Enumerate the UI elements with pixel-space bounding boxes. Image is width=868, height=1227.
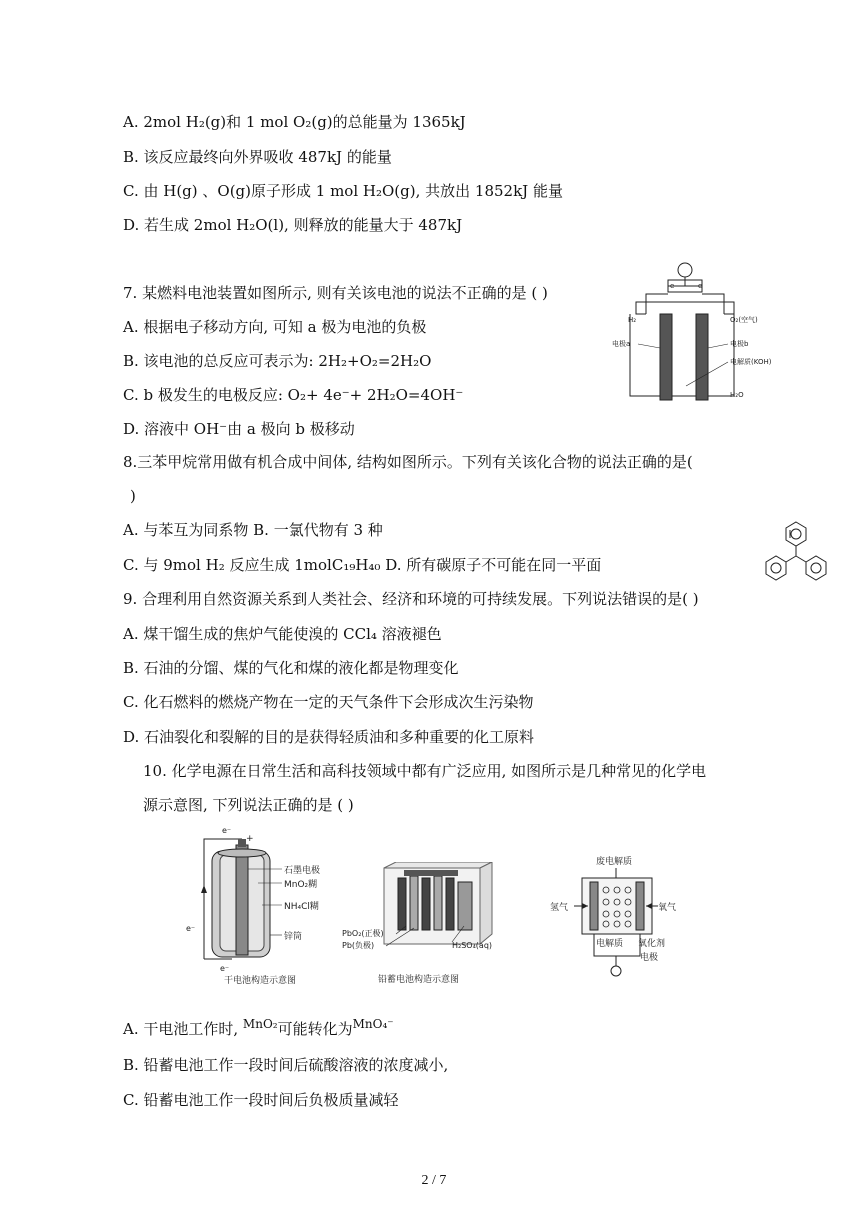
- q10-stem-line1: 10. 化学电源在日常生活和高科技领域中都有广泛应用, 如图所示是几种常见的化学电: [143, 762, 707, 780]
- h2-o2-fuel-cell-figure: [540, 852, 700, 984]
- dry-plus: +: [246, 834, 254, 844]
- fuel-cell-figure: [608, 256, 778, 406]
- h2-label: H₂: [628, 316, 637, 324]
- pbo2-label: PbO₂(正极): [342, 929, 384, 938]
- mno2-formula: MnO₂: [242, 1017, 278, 1031]
- q10-option-a: [123, 1019, 394, 1040]
- q9-option-a: A. 煤干馏生成的焦炉气能使溴的 CCl₄ 溶液褪色: [123, 625, 442, 643]
- q9-option-c: C. 化石燃料的燃烧产物在一定的天气条件下会形成次生污染物: [123, 693, 534, 711]
- q10-option-a-mid: 可能转化为: [277, 1020, 353, 1038]
- h2o-label: H₂O: [730, 391, 744, 399]
- o2-label: O₂(空气): [730, 316, 758, 324]
- waste-electrolyte-label: 废电解质: [596, 857, 633, 867]
- q6-option-b: B. 该反应最终向外界吸收 487kJ 的能量: [123, 148, 392, 166]
- electrode-a-label: 电极a: [612, 340, 631, 348]
- graphite-label: 石墨电极: [284, 866, 321, 876]
- page-number: 2 / 7: [421, 1173, 447, 1188]
- q10-option-b: B. 铅蓄电池工作一段时间后硫酸溶液的浓度减小,: [123, 1056, 449, 1074]
- electron-label-left: e: [670, 282, 675, 290]
- fuel-bulb-icon: [611, 966, 621, 976]
- fuel-electrolyte-label: 电解质: [596, 939, 624, 949]
- dry-caption: 干电池构造示意图: [224, 976, 297, 986]
- h2so4-label: H₂SO₄(aq): [452, 941, 493, 950]
- triphenylmethane-structure: [756, 518, 836, 590]
- dry-e-bottom: e⁻: [220, 964, 230, 973]
- q6-option-c: C. 由 H(g) 、O(g)原子形成 1 mol H₂O(g), 共放出 1852kJ 能量: [123, 182, 563, 200]
- q7-option-c: C. b 极发生的电极反应: O₂+ 4e⁻+ 2H₂O=4OH⁻: [123, 386, 464, 404]
- q9-stem: 9. 合理利用自然资源关系到人类社会、经济和环境的可持续发展。下列说法错误的是( ): [123, 590, 699, 608]
- electrode-b: [696, 314, 708, 400]
- q8-stem-cont: ): [130, 487, 136, 505]
- dry-e-left: e⁻: [186, 924, 196, 933]
- q10-option-a-prefix: A. 干电池工作时,: [123, 1020, 239, 1038]
- fuel-electrode-label: 电极: [640, 953, 659, 963]
- q10-option-c: C. 铅蓄电池工作一段时间后负极质量减轻: [123, 1091, 399, 1109]
- dry-cell-figure: [180, 825, 340, 990]
- q7-option-a: A. 根据电子移动方向, 可知 a 极为电池的负极: [123, 318, 427, 336]
- q7-stem: 7. 某燃料电池装置如图所示, 则有关该电池的说法不正确的是 ( ): [123, 284, 548, 302]
- lead-acid-figure: [340, 862, 510, 990]
- q9-option-b: B. 石油的分馏、煤的气化和煤的液化都是物理变化: [123, 659, 459, 677]
- electrode-a: [660, 314, 672, 400]
- q10-stem-line2: 源示意图, 下列说法正确的是 ( ): [143, 796, 354, 814]
- bulb-icon: [678, 263, 692, 277]
- hydrogen-label: 氢气: [550, 903, 569, 913]
- electron-label-right: e: [698, 282, 703, 290]
- dry-e-top: e⁻: [222, 826, 232, 835]
- q9-option-d: D. 石油裂化和裂解的目的是获得轻质油和多种重要的化工原料: [123, 728, 535, 746]
- mno4-formula: MnO₄⁻: [352, 1017, 394, 1031]
- pb-label: Pb(负极): [342, 941, 375, 950]
- q8-stem: 8.三苯甲烷常用做有机合成中间体, 结构如图所示。下列有关该化合物的说法正确的是(: [123, 453, 693, 471]
- q7-option-b: B. 该电池的总反应可表示为: 2H₂+O₂=2H₂O: [123, 352, 432, 370]
- zinc-label: 锌筒: [284, 932, 303, 942]
- q7-option-d: D. 溶液中 OH⁻由 a 极向 b 极移动: [123, 420, 355, 438]
- mno2-label: MnO₂糊: [284, 880, 318, 890]
- q6-option-d: D. 若生成 2mol H₂O(l), 则释放的能量大于 487kJ: [123, 216, 463, 234]
- q8-options-ab: A. 与苯互为同系物 B. 一氯代物有 3 种: [123, 521, 383, 539]
- q8-options-cd: C. 与 9mol H₂ 反应生成 1molC₁₉H₄₀ D. 所有碳原子不可能在同一平面: [123, 556, 602, 574]
- lead-caption: 铅蓄电池构造示意图: [378, 975, 460, 985]
- q6-option-a: A. 2mol H₂(g)和 1 mol O₂(g)的总能量为 1365kJ: [123, 113, 466, 131]
- electrolyte-label: 电解质(KOH): [730, 358, 772, 366]
- oxygen-label: 氧气: [658, 903, 677, 913]
- oxidant-label: 氧化剂: [638, 939, 666, 949]
- nh4cl-label: NH₄Cl糊: [284, 902, 319, 912]
- electrode-b-label: 电极b: [730, 340, 749, 348]
